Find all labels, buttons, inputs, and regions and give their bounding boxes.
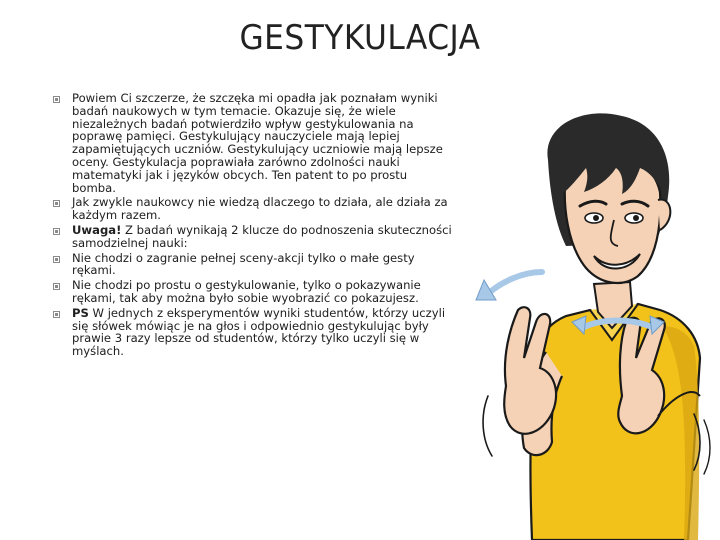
- square-bullet-icon: [52, 227, 61, 236]
- bullet-item: [52, 252, 452, 278]
- motion-arrow-left: [490, 272, 542, 292]
- bullet-text: Nie chodzi po prostu o gestykulowanie, tylko o pokazywanie rękami, tak aby można było sobie wyobrazić co pokazujesz.: [72, 278, 421, 305]
- bullet-item: [52, 92, 452, 194]
- square-bullet-icon: [52, 95, 61, 104]
- square-bullet-icon: [52, 255, 61, 264]
- bullet-text: W jednych z eksperymentów wyniki studentów, którzy uczyli się słówek mówiąc je na głos i odpowiednio gestykulując były prawie 3 razy lepsze od studentów, którzy tylko uczyli się w myślach.: [72, 305, 446, 359]
- gesturing-man-illustration: [462, 96, 720, 540]
- bullet-prefix: PS: [72, 305, 89, 320]
- bullet-item: [52, 196, 452, 222]
- bullet-item: [52, 307, 452, 358]
- bullet-list: [52, 92, 452, 358]
- square-bullet-icon: [52, 282, 61, 291]
- bullet-text: Nie chodzi o zagranie pełnej sceny-akcji tylko o małe gesty rękami.: [72, 250, 415, 278]
- slide-content: [52, 92, 452, 360]
- bullet-item: [52, 224, 452, 250]
- bullet-text: Jak zwykle naukowcy nie wiedzą dlaczego to działa, ale działa za każdym razem.: [72, 195, 448, 223]
- square-bullet-icon: [52, 199, 61, 208]
- square-bullet-icon: [52, 310, 61, 319]
- bullet-prefix: Uwaga!: [72, 222, 122, 237]
- slide-title: GESTYKULACJA: [239, 18, 481, 58]
- bullet-text: Z badań wynikają 2 klucze do podnoszenia skuteczności samodzielnej nauki:: [72, 222, 452, 250]
- bullet-item: [52, 279, 452, 305]
- bullet-text: Powiem Ci szczerze, że szczęka mi opadła jak poznałam wyniki badań naukowych w tym temacie. Okazuje się, że wiele niezależnych badań potwierdziło wpływ gestykulowania na poprawę pamięci. Gestykulujący nauczyciele mają lepiej zapamiętujących uczniów. Gestykulujący uczniowie mają lepsze oceny. Gestykulacja poprawiała zarówno zdolności nauki matematyki jak i języków obcych. Ten patent to po prostu bomba.: [72, 91, 443, 195]
